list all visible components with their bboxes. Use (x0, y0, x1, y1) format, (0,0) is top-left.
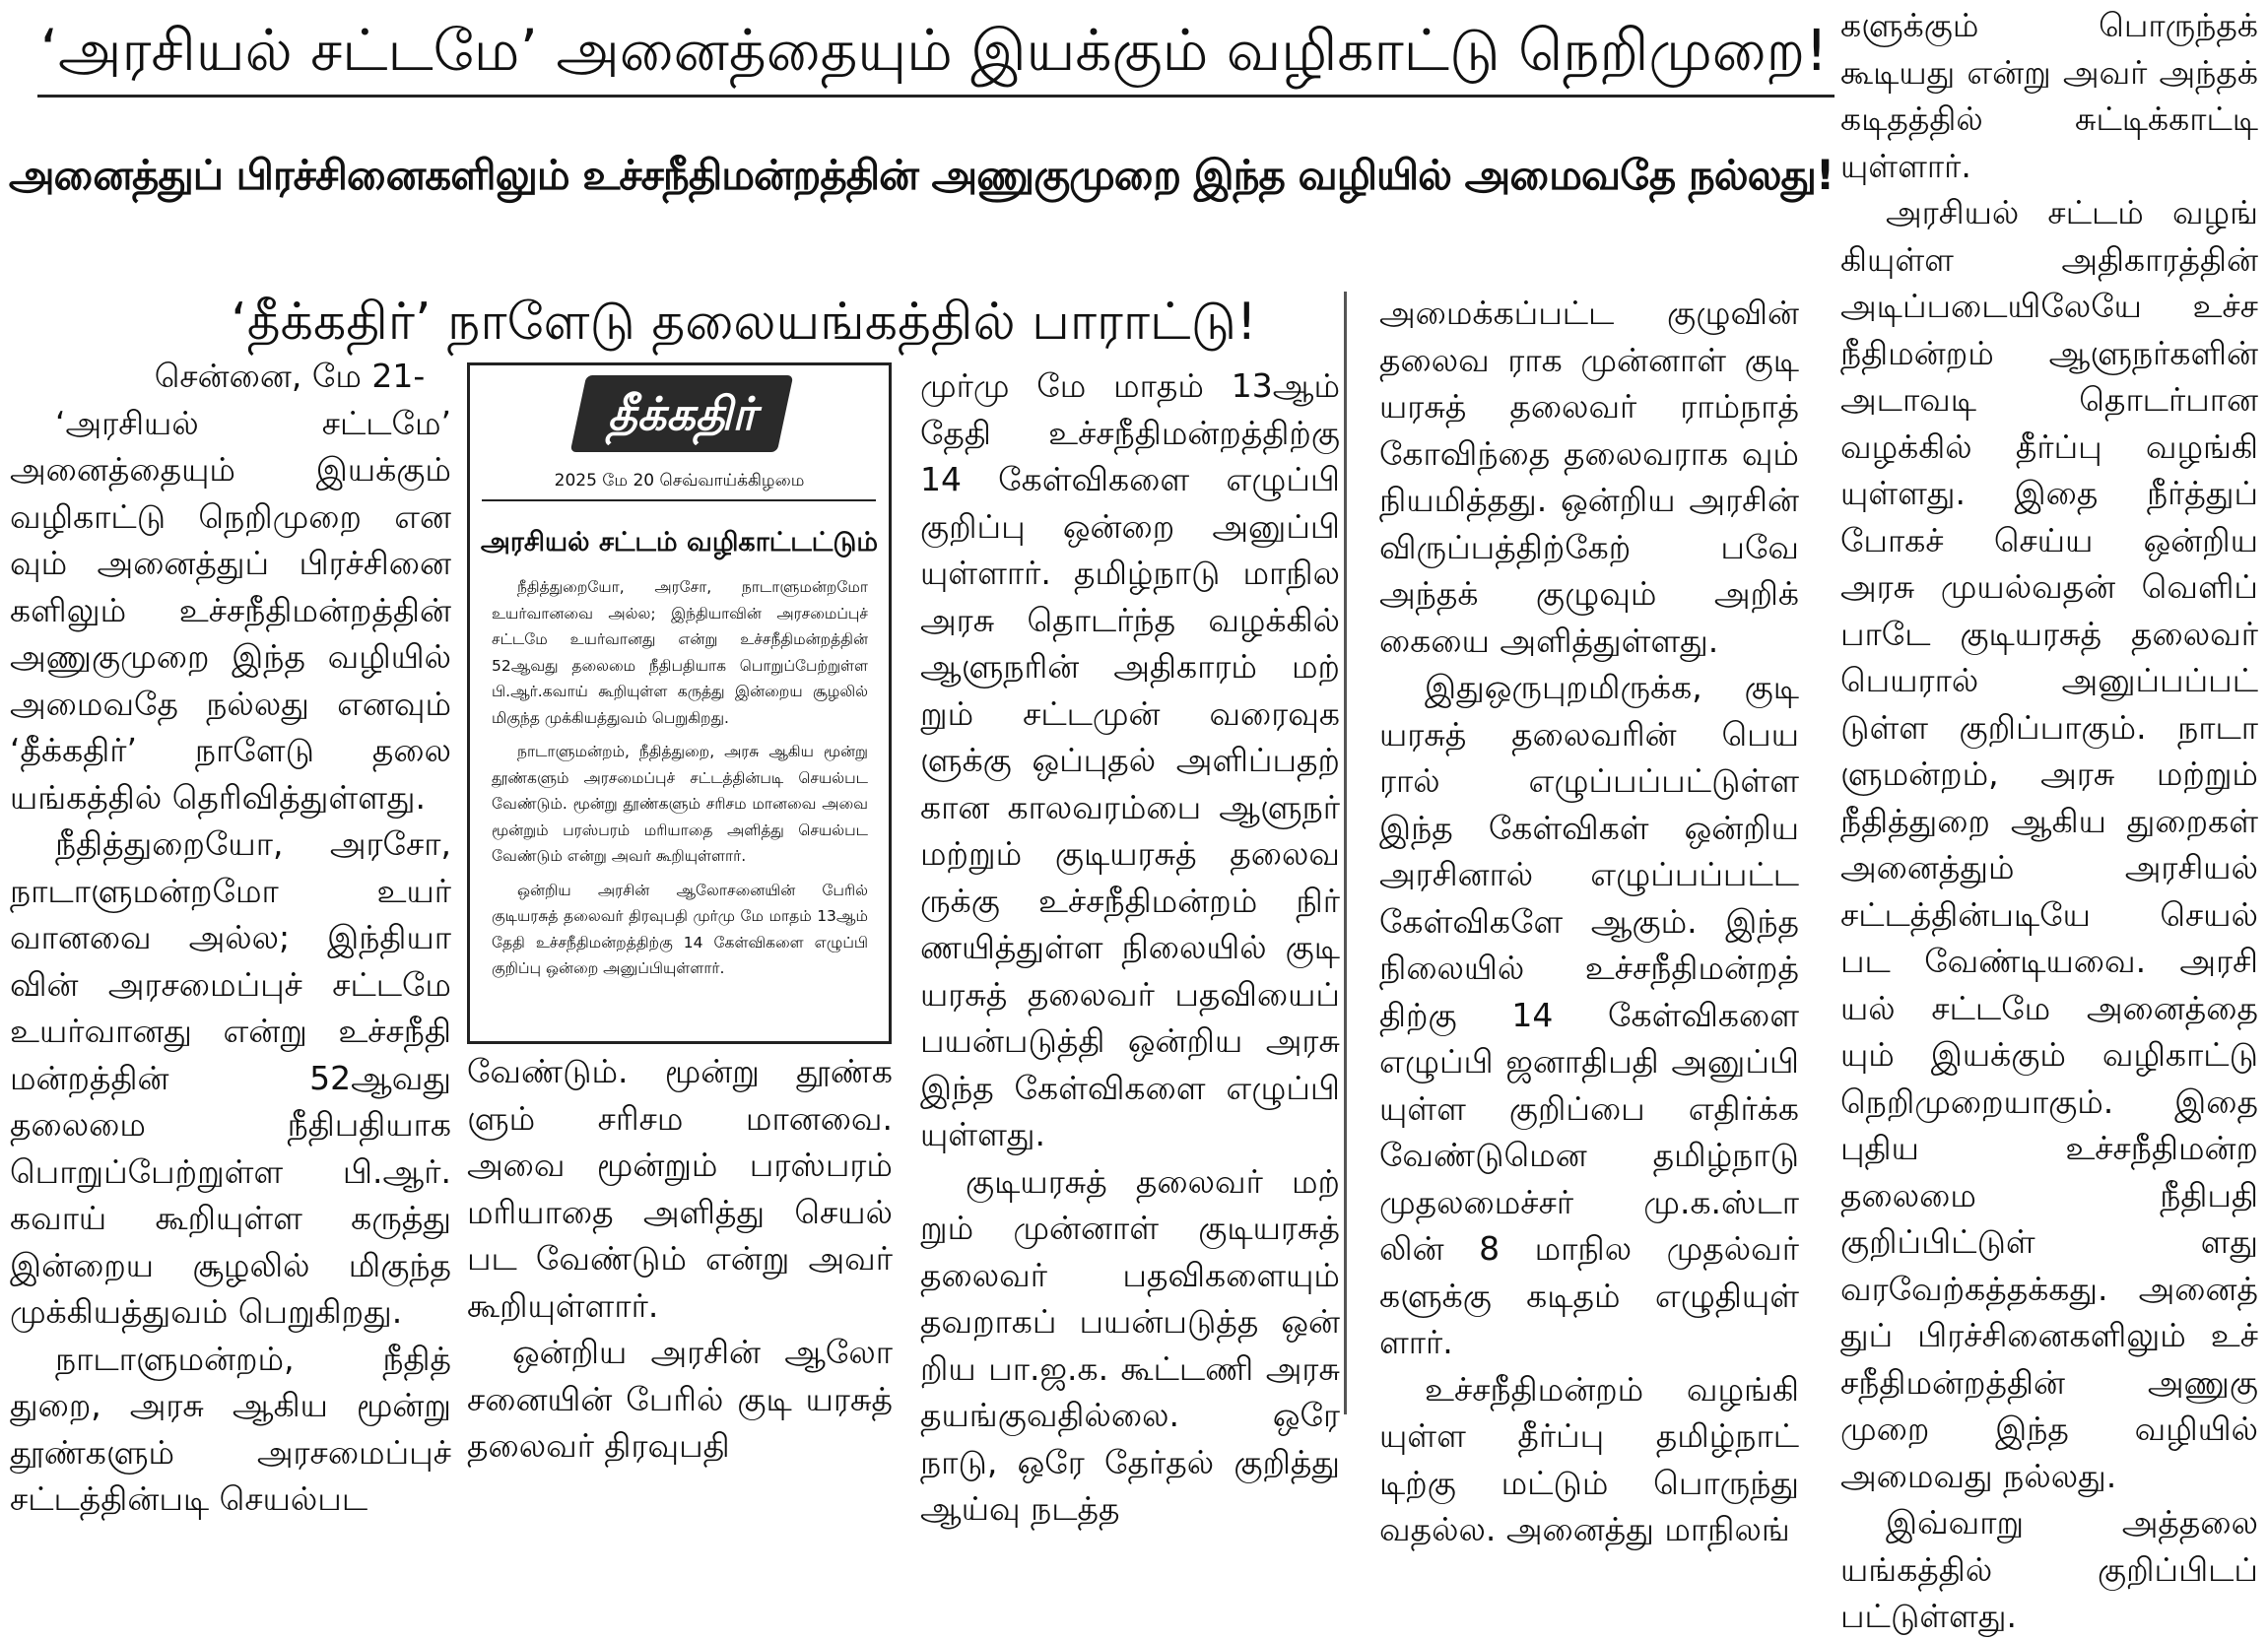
clipping-body (492, 574, 868, 1037)
headline-divider (37, 95, 1834, 98)
column-5 (1840, 2, 2258, 1635)
paragraph: உச்சநீதிமன்றம் வழங்கி யுள்ள தீர்ப்பு தமிழ்நாட் டிற்கு மட்டும் பொருந்து வதல்ல. அனைத்து மாநிலங் (1379, 1369, 1799, 1548)
paragraph: ‘அரசியல் சட்டமே’ அனைத்தையும் இயக்கும் வழிகாட்டு நெறிமுறை என வும் அனைத்துப் பிரச்சினை களிலும் உச்சநீதிமன்றத்தின் அணுகுமுறை இந்த வழியில் அமைவதே நல்லது எனவும் ‘தீக்கதிர்’ நாளேடு தலை யங்கத்தில் தெரிவித்துள்ளது. (10, 403, 451, 817)
column-3 (920, 362, 1340, 1528)
dateline: சென்னை, மே 21- (154, 357, 426, 395)
theekkathir-logo (570, 375, 794, 452)
column-2 (467, 1048, 893, 1465)
column-4 (1379, 290, 1799, 1548)
clipping-paragraph: நாடாளுமன்றம், நீதித்துறை, அரசு ஆகிய மூன்று தூண்களும் அரசமைப்புச் சட்டத்தின்படி செயல்பட வேண்டும். மூன்று தூண்களும் சரிசம மானவை அவை மூன்றும் பரஸ்பரம் மரியாதை அளித்து செயல்பட வேண்டும் என்று அவர் கூறியுள்ளார். (492, 743, 868, 865)
paragraph: ஒன்றிய அரசின் ஆலோ சனையின் பேரில் குடி யரசுத் தலைவர் திரவுபதி (467, 1333, 893, 1465)
paragraph: அமைக்கப்பட்ட குழுவின் தலைவ ராக முன்னாள் குடி யரசுத் தலைவர் ராம்நாத் கோவிந்தை தலைவராக வும் நியமித்தது. ஒன்றிய அரசின் விருப்பத்திற்கேற் பவே அந்தக் குழுவும் அறிக் கையை அளித்துள்ளது. (1379, 294, 1799, 660)
headline-top: ‘அரசியல் சட்டமே’ அனைத்தையும் இயக்கும் வழிகாட்டு நெறிமுறை! (39, 17, 1829, 84)
column-divider (1344, 292, 1347, 1414)
paragraph: இவ்வாறு அத்தலை யங்கத்தில் குறிப்பிடப் பட்டுள்ளது. (1840, 1503, 2258, 1635)
clipping-divider (482, 499, 876, 501)
clipping-paragraph: ஒன்றிய அரசின் ஆலோசனையின் பேரில் குடியரசுத் தலைவர் திரவுபதி முர்மு மே மாதம் 13ஆம் தேதி உச்சநீதிமன்றத்திற்கு 14 கேள்விகளை எழுப்பி குறிப்பு ஒன்றை அனுப்பியுள்ளார். (492, 881, 868, 977)
paragraph: முர்மு மே மாதம் 13ஆம் தேதி உச்சநீதிமன்றத்திற்கு 14 கேள்விகளை எழுப்பி குறிப்பு ஒன்றை அனுப்பி யுள்ளார். தமிழ்நாடு மாநில அரசு தொடர்ந்த வழக்கில் ஆளுநரின் அதிகாரம் மற் றும் சட்டமுன் வரைவுக ளுக்கு ஒப்புதல் அளிப்பதற் கான காலவரம்பை ஆளுநர் மற்றும் குடியரசுத் தலைவ ருக்கு உச்சநீதிமன்றம் நிர் ணயித்துள்ள நிலையில் குடி யரசுத் தலைவர் பதவியைப் பயன்படுத்தி ஒன்றிய அரசு இந்த கேள்விகளை எழுப்பி யுள்ளது. (920, 366, 1340, 1153)
paragraph: இதுஒருபுறமிருக்க, குடி யரசுத் தலைவரின் பெய ரால் எழுப்பப்பட்டுள்ள இந்த கேள்விகள் ஒன்றிய அரசினால் எழுப்பப்பட்ட கேள்விகளே ஆகும். இந்த நிலையில் உச்சநீதிமன்றத் திற்கு 14 கேள்விகளை எழுப்பி ஜனாதிபதி அனுப்பி யுள்ள குறிப்பை எதிர்க்க வேண்டுமென தமிழ்நாடு முதலமைச்சர் மு.க.ஸ்டா லின் 8 மாநில முதல்வர் களுக்கு கடிதம் எழுதியுள் ளார். (1379, 668, 1799, 1361)
headline-main: அனைத்துப் பிரச்சினைகளிலும் உச்சநீதிமன்றத்தின் அணுகுமுறை இந்த வழியில் அமைவதே நல்லது! (8, 151, 1834, 199)
paragraph: நீதித்துறையோ, அரசோ, நாடாளுமன்றமோ உயர் வானவை அல்ல; இந்தியா வின் அரசமைப்புச் சட்டமே உயர்வானது என்று உச்சநீதி மன்றத்தின் 52ஆவது தலைமை நீதிபதியாக பொறுப்பேற்றுள்ள பி.ஆர். கவாய் கூறியுள்ள கருத்து இன்றைய சூழலில் மிகுந்த முக்கியத்துவம் பெறுகிறது. (10, 824, 451, 1331)
paragraph: நாடாளுமன்றம், நீதித் துறை, அரசு ஆகிய மூன்று தூண்களும் அரசமைப்புச் சட்டத்தின்படி செயல்பட (10, 1339, 451, 1518)
paragraph: குடியரசுத் தலைவர் மற் றும் முன்னாள் குடியரசுத் தலைவர் பதவிகளையும் தவறாகப் பயன்படுத்த ஒன் றிய பா.ஜ.க. கூட்டணி அரசு தயங்குவதில்லை. ஒரே நாடு, ஒரே தேர்தல் குறித்து ஆய்வு நடத்த (920, 1161, 1340, 1528)
logo-text: தீக்கதிர் (607, 387, 757, 440)
paragraph: அரசியல் சட்டம் வழங் கியுள்ள அதிகாரத்தின் அடிப்படையிலேயே உச்ச நீதிமன்றம் ஆளுநர்களின் அடாவடி தொடர்பான வழக்கில் தீர்ப்பு வழங்கி யுள்ளது. இதை நீர்த்துப் போகச் செய்ய ஒன்றிய அரசு முயல்வதன் வெளிப் பாடே குடியரசுத் தலைவர் பெயரால் அனுப்பப்பட் டுள்ள குறிப்பாகும். நாடா ளுமன்றம், அரசு மற்றும் நீதித்துறை ஆகிய துறைகள் அனைத்தும் அரசியல் சட்டத்தின்படியே செயல் பட வேண்டியவை. அரசி யல் சட்டமே அனைத்தை யும் இயக்கும் வழிகாட்டு நெறிமுறையாகும். இதை புதிய உச்சநீதிமன்ற தலைமை நீதிபதி குறிப்பிட்டுள் ளது வரவேற்கத்தக்கது. அனைத் துப் பிரச்சினைகளிலும் உச் சநீதிமன்றத்தின் அணுகு முறை இந்த வழியில் அமைவது நல்லது. (1840, 193, 2258, 1495)
paragraph: வேண்டும். மூன்று தூண்க ளும் சரிசம மானவை. அவை மூன்றும் பரஸ்பரம் மரியாதை அளித்து செயல் பட வேண்டும் என்று அவர் கூறியுள்ளார். (467, 1052, 893, 1325)
subheadline: ‘தீக்கதிர்’ நாளேடு தலையங்கத்தில் பாராட்டு! (231, 293, 1257, 352)
clipping-paragraph: நீதித்துறையோ, அரசோ, நாடாளுமன்றமோ உயர்வானவை அல்ல; இந்தியாவின் அரசமைப்புச் சட்டமே உயர்வானது என்று உச்சநீதிமன்றத்தின் 52ஆவது தலைமை நீதிபதியாக பொறுப்பேற்றுள்ள பி.ஆர்.கவாய் கூறியுள்ள கருத்து இன்றைய சூழலில் மிகுந்த முக்கியத்துவம் பெறுகிறது. (492, 578, 868, 727)
clipping-title: அரசியல் சட்டம் வழிகாட்டட்டும் (480, 527, 879, 558)
column-1 (10, 353, 451, 1518)
newspaper-clipping (467, 362, 892, 1044)
clipping-date: 2025 மே 20 செவ்வாய்க்கிழமை (554, 471, 805, 491)
paragraph: களுக்கும் பொருந்தக் கூடியது என்று அவர் அந்தக் கடிதத்தில் சுட்டிக்காட்டி யுள்ளார். (1840, 6, 2258, 185)
